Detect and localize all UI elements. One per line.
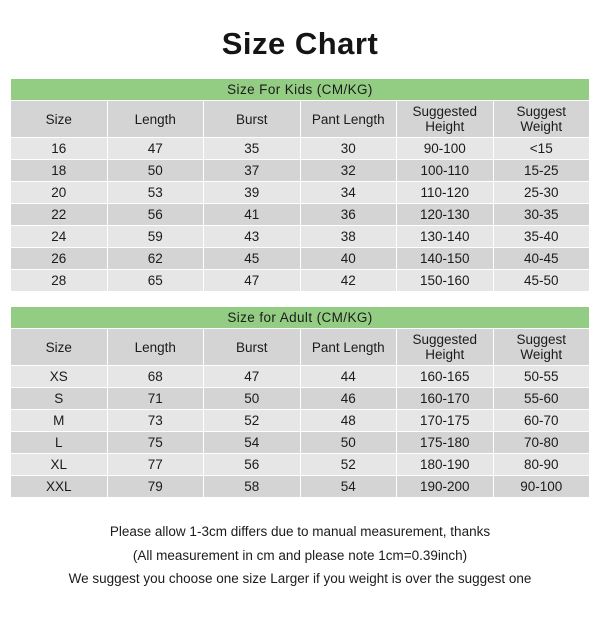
cell-length: 77 bbox=[107, 454, 204, 476]
cell-pant-length: 38 bbox=[300, 226, 397, 248]
cell-size: 18 bbox=[11, 160, 108, 182]
note-line-1: Please allow 1-3cm differs due to manual measurement, thanks bbox=[109, 524, 491, 539]
table-row bbox=[11, 182, 590, 204]
size-chart-page bbox=[0, 26, 600, 626]
cell-burst: 37 bbox=[204, 160, 301, 182]
cell-pant-length: 54 bbox=[300, 476, 397, 498]
cell-size: S bbox=[11, 388, 108, 410]
cell-length: 59 bbox=[107, 226, 204, 248]
cell-length: 68 bbox=[107, 366, 204, 388]
cell-length: 53 bbox=[107, 182, 204, 204]
adult-size-table bbox=[10, 306, 590, 498]
adult-header-row bbox=[11, 329, 590, 366]
kids-band-row bbox=[11, 79, 590, 101]
cell-size: L bbox=[11, 432, 108, 454]
adult-col-size: Size bbox=[11, 329, 108, 366]
note-line-3: We suggest you choose one size Larger if you weight is over the suggest one bbox=[68, 571, 532, 587]
cell-suggested-height: 175-180 bbox=[397, 432, 494, 454]
cell-length: 56 bbox=[107, 204, 204, 226]
cell-suggest-weight: 35-40 bbox=[493, 226, 590, 248]
adult-band-row bbox=[11, 307, 590, 329]
adult-col-suggested-height: Suggested Height bbox=[397, 329, 494, 366]
cell-size: 28 bbox=[11, 270, 108, 292]
cell-suggested-height: 110-120 bbox=[397, 182, 494, 204]
cell-suggest-weight: 40-45 bbox=[493, 248, 590, 270]
kids-col-suggest-weight: Suggest Weight bbox=[493, 101, 590, 138]
table-row bbox=[11, 160, 590, 182]
adult-band-label: Size for Adult (CM/KG) bbox=[11, 307, 590, 329]
cell-length: 71 bbox=[107, 388, 204, 410]
cell-burst: 52 bbox=[204, 410, 301, 432]
cell-pant-length: 30 bbox=[300, 138, 397, 160]
cell-burst: 41 bbox=[204, 204, 301, 226]
kids-band-label: Size For Kids (CM/KG) bbox=[11, 79, 590, 101]
table-row bbox=[11, 410, 590, 432]
cell-pant-length: 44 bbox=[300, 366, 397, 388]
cell-length: 79 bbox=[107, 476, 204, 498]
kids-col-size: Size bbox=[11, 101, 108, 138]
cell-suggested-height: 180-190 bbox=[397, 454, 494, 476]
cell-suggested-height: 100-110 bbox=[397, 160, 494, 182]
kids-col-pant-length: Pant Length bbox=[300, 101, 397, 138]
notes-block bbox=[30, 520, 570, 591]
table-row bbox=[11, 204, 590, 226]
table-row bbox=[11, 388, 590, 410]
table-row bbox=[11, 270, 590, 292]
table-divider bbox=[10, 292, 590, 306]
cell-pant-length: 48 bbox=[300, 410, 397, 432]
cell-pant-length: 50 bbox=[300, 432, 397, 454]
cell-pant-length: 32 bbox=[300, 160, 397, 182]
kids-col-suggested-height: Suggested Height bbox=[397, 101, 494, 138]
adult-col-pant-length: Pant Length bbox=[300, 329, 397, 366]
cell-pant-length: 40 bbox=[300, 248, 397, 270]
table-row bbox=[11, 476, 590, 498]
cell-length: 73 bbox=[107, 410, 204, 432]
cell-size: XL bbox=[11, 454, 108, 476]
cell-size: M bbox=[11, 410, 108, 432]
cell-pant-length: 34 bbox=[300, 182, 397, 204]
cell-burst: 47 bbox=[204, 270, 301, 292]
cell-burst: 45 bbox=[204, 248, 301, 270]
cell-suggest-weight: 15-25 bbox=[493, 160, 590, 182]
cell-suggest-weight: 90-100 bbox=[493, 476, 590, 498]
cell-suggest-weight: 30-35 bbox=[493, 204, 590, 226]
cell-pant-length: 42 bbox=[300, 270, 397, 292]
cell-size: 20 bbox=[11, 182, 108, 204]
cell-size: 22 bbox=[11, 204, 108, 226]
cell-length: 62 bbox=[107, 248, 204, 270]
table-row bbox=[11, 138, 590, 160]
cell-length: 47 bbox=[107, 138, 204, 160]
cell-length: 65 bbox=[107, 270, 204, 292]
kids-col-length: Length bbox=[107, 101, 204, 138]
table-row bbox=[11, 248, 590, 270]
kids-header-row bbox=[11, 101, 590, 138]
cell-size: XXL bbox=[11, 476, 108, 498]
adult-col-suggest-weight: Suggest Weight bbox=[493, 329, 590, 366]
cell-pant-length: 46 bbox=[300, 388, 397, 410]
adult-col-burst: Burst bbox=[204, 329, 301, 366]
cell-pant-length: 52 bbox=[300, 454, 397, 476]
cell-length: 75 bbox=[107, 432, 204, 454]
cell-size: XS bbox=[11, 366, 108, 388]
cell-size: 24 bbox=[11, 226, 108, 248]
cell-suggest-weight: 55-60 bbox=[493, 388, 590, 410]
cell-suggest-weight: 60-70 bbox=[493, 410, 590, 432]
cell-suggested-height: 120-130 bbox=[397, 204, 494, 226]
kids-col-burst: Burst bbox=[204, 101, 301, 138]
cell-length: 50 bbox=[107, 160, 204, 182]
cell-suggest-weight: 25-30 bbox=[493, 182, 590, 204]
cell-suggest-weight: 70-80 bbox=[493, 432, 590, 454]
cell-suggest-weight: 80-90 bbox=[493, 454, 590, 476]
note-line-2: (All measurement in cm and please note 1cm=0.39inch) bbox=[132, 547, 468, 563]
page-title: Size Chart bbox=[221, 26, 379, 61]
cell-suggested-height: 160-170 bbox=[397, 388, 494, 410]
kids-size-table bbox=[10, 78, 590, 292]
cell-suggested-height: 150-160 bbox=[397, 270, 494, 292]
cell-suggest-weight: 45-50 bbox=[493, 270, 590, 292]
cell-burst: 35 bbox=[204, 138, 301, 160]
cell-burst: 43 bbox=[204, 226, 301, 248]
cell-burst: 47 bbox=[204, 366, 301, 388]
cell-size: 26 bbox=[11, 248, 108, 270]
cell-size: 16 bbox=[11, 138, 108, 160]
cell-suggested-height: 90-100 bbox=[397, 138, 494, 160]
table-row bbox=[11, 226, 590, 248]
cell-burst: 56 bbox=[204, 454, 301, 476]
cell-burst: 39 bbox=[204, 182, 301, 204]
cell-pant-length: 36 bbox=[300, 204, 397, 226]
cell-suggested-height: 170-175 bbox=[397, 410, 494, 432]
cell-suggest-weight: 50-55 bbox=[493, 366, 590, 388]
table-row bbox=[11, 454, 590, 476]
cell-burst: 54 bbox=[204, 432, 301, 454]
table-row bbox=[11, 432, 590, 454]
adult-col-length: Length bbox=[107, 329, 204, 366]
cell-suggest-weight: <15 bbox=[493, 138, 590, 160]
cell-suggested-height: 190-200 bbox=[397, 476, 494, 498]
cell-suggested-height: 140-150 bbox=[397, 248, 494, 270]
table-row bbox=[11, 366, 590, 388]
cell-suggested-height: 130-140 bbox=[397, 226, 494, 248]
cell-suggested-height: 160-165 bbox=[397, 366, 494, 388]
cell-burst: 50 bbox=[204, 388, 301, 410]
cell-burst: 58 bbox=[204, 476, 301, 498]
